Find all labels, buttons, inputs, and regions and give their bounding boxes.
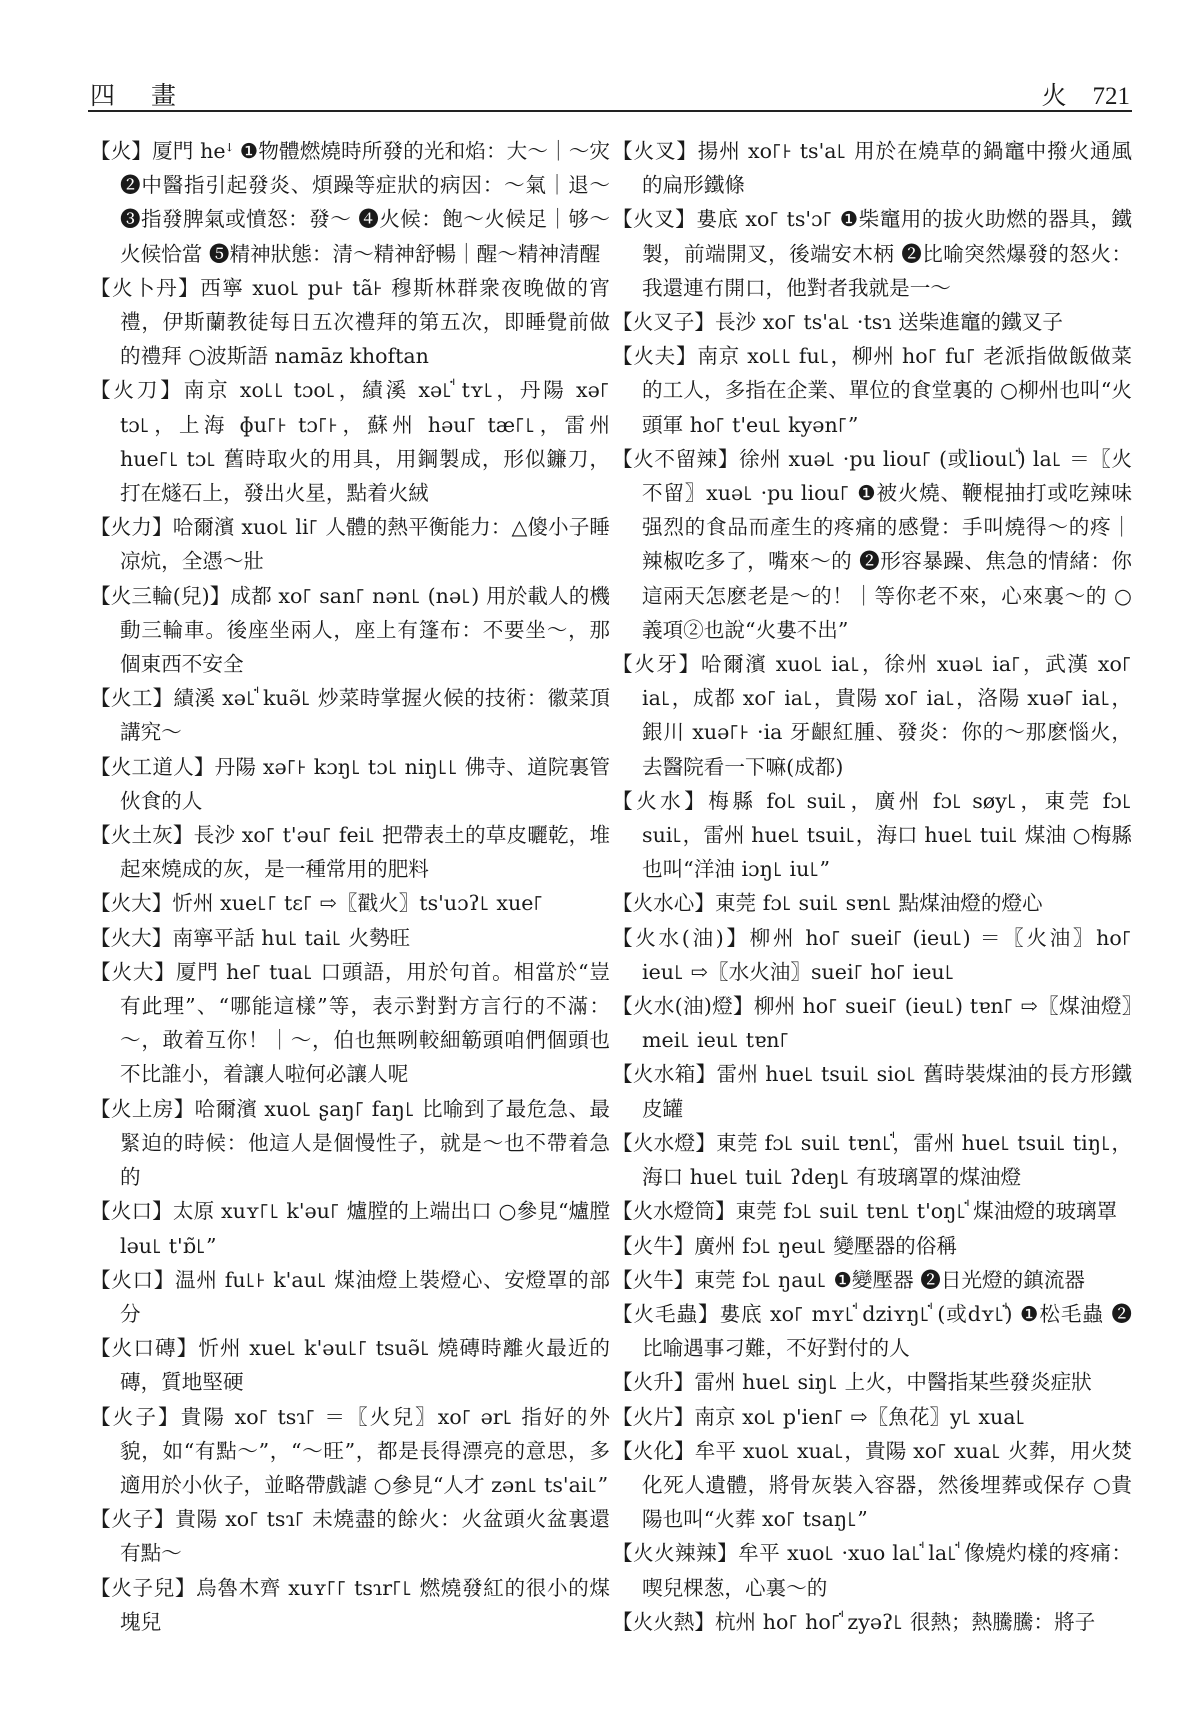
- dictionary-entry: 【火水】梅縣 fo꜖ sui꜖，廣州 fɔ꜖ søy꜖，東莞 fɔ꜖ sui꜖，雷州 hue꜖ tsui꜖，海口 hue꜖ tui꜖ 煤油 ○梅縣也叫“洋油 iɔŋ꜖ iu꜖”: [612, 788, 1132, 882]
- dictionary-entry: 【火三輪(兒)】成都 xo꜒ san꜒ nən꜖ (nə꜖) 用於載人的機動三輪車。後座坐兩人，座上有篷布：不要坐～，那個東西不安全: [90, 583, 610, 677]
- dictionary-entry: 【火子】貴陽 xo꜒ tsɿ꜒ ＝〖火兒〗xo꜒ ər꜖ 指好的外貌，如“有點～”，“～旺”，都是長得漂亮的意思，多適用於小伙子，並略帶戲謔 ○參見“人才 zən꜖ ts'ai꜖”: [90, 1404, 610, 1497]
- dictionary-entry: 【火叉】揚州 xo꜒꜔ ts'a꜖ 用於在燒草的鍋竈中撥火通風的扁形鐵條: [612, 139, 1132, 198]
- dictionary-entry: 【火口磚】忻州 xue꜖ k'əu꜖꜒ tsuə̃꜖ 燒磚時離火最近的磚，質地堅硬: [90, 1336, 610, 1395]
- dictionary-entry: 【火牙】哈爾濱 xuo꜖ ia꜖，徐州 xuə꜖ ia꜒，武漢 xo꜒ ia꜖，成都 xo꜒ ia꜖，貴陽 xo꜒ ia꜖，洛陽 xuə꜒ ia꜖，銀川 xuə꜒꜔ ·ia 牙齦紅腫、發炎：你的～那麽惱火，去醫院看一下嘛(成都): [612, 652, 1132, 779]
- dictionary-entry: 【火土灰】長沙 xo꜒ t'əu꜒ fei꜖ 把帶表土的草皮曬乾，堆起來燒成的灰，是一種常用的肥料: [90, 823, 610, 882]
- dictionary-entry: 【火不留辣】徐州 xuə꜖ ·pu liou꜒ (或liou꜖ꜗ) la꜖ ＝〖火不留〗xuə꜖ ·pu liou꜒ ❶被火燒、鞭棍抽打或吃辣味强烈的食品而產生的疼痛的感覺：手叫燒得～的疼｜辣椒吃多了，嘴來～的 ❷形容暴躁、焦急的情緒：你這兩天怎麽老是～的！｜等你老不來，心來裏～的 ○義項②也說“火婁不出”: [612, 446, 1132, 642]
- dictionary-entry: 【火火熱】杭州 ho꜒ ho꜒ꜗ zyəʔ꜖ 很熱；熱騰騰：將子: [612, 1609, 1096, 1634]
- header-rule: [88, 110, 1132, 112]
- dictionary-entry: 【火大】南寧平話 hu꜖ tai꜖ 火勢旺: [90, 925, 411, 950]
- dictionary-entry: 【火水(油)燈】柳州 ho꜒ suei꜒ (ieu꜖) tɐn꜒ ⇨〖煤油燈〗mei꜖ ieu꜖ tɐn꜒: [612, 994, 1132, 1053]
- page-number: 721: [1092, 83, 1130, 110]
- dictionary-entry: 【火卜丹】西寧 xuo꜖ pu꜔ tã꜔ 穆斯林群衆夜晚做的宵禮，伊斯蘭教徒每日五次禮拜的第五次，即睡覺前做的禮拜 ○波斯語 namāz khoftan: [90, 275, 610, 369]
- right-column: [612, 134, 1132, 1639]
- dictionary-entry: 【火子】貴陽 xo꜒ tsɿ꜒ 未燒盡的餘火：火盆頭火盆裏還有點～: [90, 1507, 610, 1566]
- dictionary-entry: 【火升】雷州 hue꜖ siŋ꜖ 上火，中醫指某些發炎症狀: [612, 1370, 1092, 1395]
- dictionary-entry: 【火牛】廣州 fɔ꜖ ŋeu꜖ 變壓器的俗稱: [612, 1233, 957, 1258]
- dictionary-entry: 【火夫】南京 xo꜖꜖ fu꜖，柳州 ho꜒ fu꜒ 老派指做飯做菜的工人，多指在企業、單位的食堂裏的 ○柳州也叫“火頭軍 ho꜒ t'eu꜖ kyən꜒”: [612, 344, 1132, 437]
- head-character: 火: [1041, 81, 1067, 110]
- running-head: [1041, 76, 1130, 112]
- dictionary-entry: 【火水(油)】柳州 ho꜒ suei꜒ (ieu꜖) ＝〖火油〗ho꜒ ieu꜖ ⇨〖水火油〗suei꜒ ho꜒ ieu꜖: [612, 925, 1132, 984]
- dictionary-entry: 【火火辣辣】牟平 xuo꜖ ·xuo la꜖ꜗ la꜖ꜗ 像燒灼樣的疼痛：喫兒棵葱，心裏～的: [612, 1541, 1132, 1600]
- dictionary-entry: 【火毛蟲】婁底 xo꜒ mʏ꜖ꜗ dziʏŋ꜖ꜗ (或dʏ꜖ꜗ) ❶松毛蟲 ❷比喻遇事刁難，不好對付的人: [612, 1301, 1132, 1361]
- dictionary-entry: 【火力】哈爾濱 xuo꜖ li꜒ 人體的熱平衡能力：△傻小子睡凉炕，全憑～壯: [90, 515, 610, 574]
- dictionary-entry: 【火大】忻州 xue꜖꜒ tɛ꜒ ⇨〖戳火〗ts'uɔʔ꜖ xue꜒: [90, 891, 544, 916]
- dictionary-entry: 【火水心】東莞 fɔ꜖ sui꜖ sɐn꜖ 點煤油燈的燈心: [612, 891, 1043, 916]
- left-column: [90, 134, 610, 1639]
- dictionary-entry: 【火大】厦門 he꜒ tua꜖ 口頭語，用於句首。相當於“豈有此理”、“哪能這樣”等，表示對對方言行的不滿：～，敢着互你！｜～，伯也無咧較細簕頭咱們個頭也不比誰小，着讓人啦何必讓人呢: [90, 959, 610, 1087]
- dictionary-entry: 【火】厦門 heꜜ ❶物體燃燒時所發的光和焰：大～｜～灾 ❷中醫指引起發炎、煩躁等症狀的病因：～氣｜退～ ❸指發脾氣或憤怒：發～ ❹火候：飽～火候足｜够～火候恰當 ❺精神狀態：清～精神舒暢｜醒～精神清醒: [90, 139, 610, 266]
- dictionary-entry: 【火口】温州 fu꜖꜔ k'au꜖ 煤油燈上裝燈心、安燈罩的部分: [90, 1267, 610, 1326]
- dictionary-entry: 【火水燈】東莞 fɔ꜖ sui꜖ tɐn꜖ꜗ，雷州 hue꜖ tsui꜖ tiŋ꜖，海口 hue꜖ tui꜖ ʔdeŋ꜖ 有玻璃罩的煤油燈: [612, 1130, 1132, 1190]
- dictionary-entry: 【火工道人】丹陽 xə꜒꜔ kɔŋ꜖ tɔ꜖ niŋ꜖꜖ 佛寺、道院裏管伙食的人: [90, 754, 610, 813]
- dictionary-entry: 【火工】績溪 xə꜖ꜗ kuə̃꜖ 炒菜時掌握火候的技術：徽菜頂講究～: [90, 686, 610, 745]
- dictionary-entry: 【火子兒】烏魯木齊 xuʏ꜒꜒ tsɿr꜒꜖ 燃燒發紅的很小的煤塊兒: [90, 1575, 610, 1634]
- dictionary-entry: 【火牛】東莞 fɔ꜖ ŋau꜖ ❶變壓器 ❷日光燈的鎮流器: [612, 1267, 1086, 1292]
- dictionary-entry: 【火水燈筒】東莞 fɔ꜖ sui꜖ tɐn꜖ t'oŋ꜖ꜗ 煤油燈的玻璃罩: [612, 1199, 1118, 1224]
- dictionary-entry: 【火叉子】長沙 xo꜒ ts'a꜖ ·tsɿ 送柴進竈的鐵叉子: [612, 310, 1063, 335]
- dictionary-entry: 【火口】太原 xuʏ꜒꜖ k'əu꜒ 爐膛的上端出口 ○參見“爐膛 ləu꜖ t'ɒ̃꜖”: [90, 1199, 610, 1258]
- section-heading: 四 畫: [90, 81, 190, 110]
- dictionary-entry: 【火片】南京 xo꜖ p'ien꜒ ⇨〖魚花〗y꜖ xua꜖: [612, 1404, 1026, 1429]
- dictionary-entry: 【火上房】哈爾濱 xuo꜖ ʂaŋ꜒ faŋ꜖ 比喻到了最危急、最緊迫的時候：他這人是個慢性子，就是～也不帶着急的: [90, 1096, 610, 1190]
- dictionary-entry: 【火刀】南京 xo꜖꜖ tɔo꜖，績溪 xə꜖ꜗ tʏ꜖，丹陽 xə꜒ tɔ꜖，上海 ɸu꜒꜔ tɔ꜒꜔，蘇州 həu꜒ tæ꜒꜖，雷州 hue꜒꜖ tɔ꜖ 舊時取火的用具，用鋼製成，形似鐮刀，打在燧石上，發出火星，點着火絨: [90, 378, 610, 506]
- dictionary-entry: 【火水箱】雷州 hue꜖ tsui꜖ sio꜖ 舊時裝煤油的長方形鐵皮罐: [612, 1062, 1132, 1121]
- dictionary-entry: 【火化】牟平 xuo꜖ xua꜖，貴陽 xo꜒ xua꜖ 火葬，用火焚化死人遺體，將骨灰裝入容器，然後埋葬或保存 ○貴陽也叫“火葬 xo꜒ tsaŋ꜖”: [612, 1438, 1132, 1532]
- dictionary-entry: 【火叉】婁底 xo꜒ ts'ɔ꜒ ❶柴竈用的拔火助燃的器具，鐵製，前端開叉，後端安木柄 ❷比喻突然爆發的怒火：我還連冇開口，他對者我就是一～: [612, 207, 1132, 300]
- page-header: [90, 70, 1130, 110]
